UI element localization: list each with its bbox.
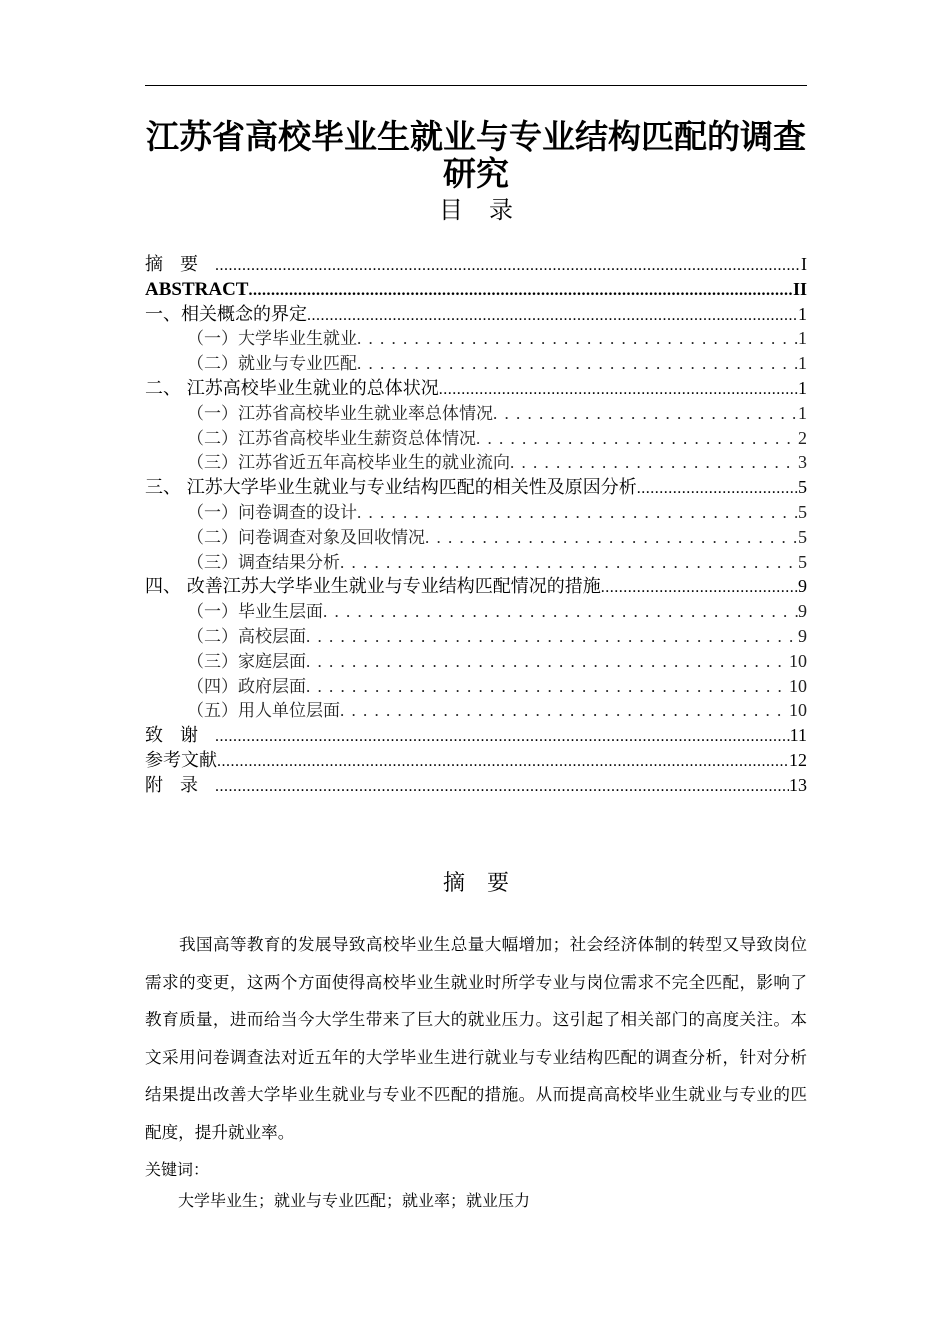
toc-subentry[interactable] bbox=[145, 525, 807, 550]
toc-page-number: 9 bbox=[798, 576, 807, 597]
abstract-body: 我国高等教育的发展导致高校毕业生总量大幅增加；社会经济体制的转型又导致岗位需求的变更，这两个方面使得高校毕业生就业时所学专业与岗位需求不完全匹配，影响了教育质量，进而给当今大学生带来了巨大的就业压力。这引起了相关部门的高度关注。本文采用问卷调查法对近五年的大学毕业生进行就业与专业结构匹配的调查分析，针对分析结果提出改善大学毕业生就业与专业不匹配的措施。从而提高高校毕业生就业与专业的匹配度，提升就业率。 bbox=[145, 935, 807, 1142]
toc-page-number: 5 bbox=[798, 501, 807, 522]
toc-entry-label: 附录 bbox=[145, 774, 215, 796]
toc-subentry[interactable] bbox=[145, 550, 807, 575]
toc-subentry[interactable] bbox=[145, 326, 807, 351]
toc-page-number: 1 bbox=[798, 303, 807, 324]
toc-entry[interactable] bbox=[145, 302, 807, 327]
toc-entry-label: 参考文献 bbox=[145, 749, 217, 771]
toc-entry-label: 一、相关概念的界定 bbox=[145, 303, 307, 325]
toc-leader-dots bbox=[217, 749, 789, 773]
toc-page-number: 5 bbox=[798, 526, 807, 547]
abstract-heading: 摘要 bbox=[442, 871, 531, 896]
toc-subentry[interactable] bbox=[145, 624, 807, 649]
toc-leader-dots bbox=[248, 278, 793, 302]
toc-page-number: 10 bbox=[789, 650, 807, 671]
toc-entry-label: （一）毕业生层面 bbox=[187, 602, 323, 623]
toc-heading: 目录 bbox=[439, 196, 539, 224]
keywords-text: 大学毕业生；就业与专业匹配；就业率；就业压力 bbox=[178, 1191, 531, 1210]
toc-entry-label: （一）江苏省高校毕业生就业率总体情况 bbox=[187, 403, 493, 424]
toc-leader-dots bbox=[476, 427, 798, 451]
toc-subentry[interactable] bbox=[145, 401, 807, 426]
toc-subentry[interactable] bbox=[145, 426, 807, 451]
toc-leader-dots bbox=[425, 526, 798, 550]
toc-entry-label: （一）问卷调查的设计 bbox=[187, 502, 357, 523]
toc-leader-dots bbox=[306, 625, 798, 649]
toc-entry-label: （三）江苏省近五年高校毕业生的就业流向 bbox=[187, 453, 510, 474]
toc-entry-label: 二、 江苏高校毕业生就业的总体状况 bbox=[145, 377, 439, 399]
toc-subentry[interactable] bbox=[145, 351, 807, 376]
toc-leader-dots bbox=[340, 699, 789, 723]
toc-leader-dots bbox=[439, 377, 798, 401]
document-title: 江苏省高校毕业生就业与专业结构匹配的调查研究 bbox=[146, 117, 806, 193]
toc-leader-dots bbox=[215, 774, 789, 798]
toc-page-number: 5 bbox=[798, 477, 807, 498]
toc-entry-label: 三、 江苏大学毕业生就业与专业结构匹配的相关性及原因分析 bbox=[145, 477, 637, 499]
toc-subentry[interactable] bbox=[145, 674, 807, 699]
header-rule bbox=[145, 85, 807, 86]
toc-subentry[interactable] bbox=[145, 649, 807, 674]
toc-leader-dots bbox=[215, 724, 790, 748]
toc-page-number: 10 bbox=[789, 700, 807, 721]
toc-entry-label: ABSTRACT bbox=[145, 278, 249, 300]
toc-page-number: 12 bbox=[789, 749, 807, 770]
toc-leader-dots bbox=[306, 650, 789, 674]
toc-entry-label: （二）高校层面 bbox=[187, 626, 306, 647]
toc-entry[interactable] bbox=[145, 574, 807, 599]
toc-entry-label: （五）用人单位层面 bbox=[187, 701, 340, 722]
toc-leader-dots bbox=[215, 253, 801, 277]
toc-page-number: 9 bbox=[798, 601, 807, 622]
toc-entry-label: （一）大学毕业生就业 bbox=[187, 329, 357, 350]
toc-entry[interactable] bbox=[145, 475, 807, 500]
toc-entry-label: （三）家庭层面 bbox=[187, 651, 306, 672]
toc-leader-dots bbox=[601, 575, 798, 599]
toc-entry[interactable] bbox=[145, 748, 807, 773]
toc-leader-dots bbox=[493, 402, 798, 426]
toc-page-number: 11 bbox=[789, 725, 807, 746]
toc-entry[interactable] bbox=[145, 376, 807, 401]
toc-subentry[interactable] bbox=[145, 599, 807, 624]
toc-entry-label: （二）问卷调查对象及回收情况 bbox=[187, 527, 425, 548]
toc-leader-dots bbox=[323, 600, 798, 624]
toc-subentry[interactable] bbox=[145, 500, 807, 525]
toc-leader-dots bbox=[357, 501, 798, 525]
toc-entry-label: （二）江苏省高校毕业生薪资总体情况 bbox=[187, 428, 476, 449]
toc-leader-dots bbox=[340, 551, 798, 575]
toc-page-number: 1 bbox=[798, 402, 807, 423]
table-of-contents bbox=[145, 252, 807, 798]
toc-page-number: 10 bbox=[789, 675, 807, 696]
toc-page-number: 1 bbox=[798, 328, 807, 349]
toc-page-number: 3 bbox=[798, 452, 807, 473]
toc-page-number: 2 bbox=[798, 427, 807, 448]
toc-entry-label: （四）政府层面 bbox=[187, 676, 306, 697]
toc-leader-dots bbox=[357, 352, 798, 376]
toc-entry-label: 四、 改善江苏大学毕业生就业与专业结构匹配情况的措施 bbox=[145, 576, 601, 598]
toc-page-number: 5 bbox=[798, 551, 807, 572]
toc-leader-dots bbox=[307, 303, 798, 327]
toc-leader-dots bbox=[357, 327, 798, 351]
toc-page-number: 13 bbox=[789, 774, 807, 795]
toc-page-number: I bbox=[801, 254, 807, 274]
toc-page-number: 1 bbox=[798, 353, 807, 374]
toc-entry-label: （二）就业与专业匹配 bbox=[187, 354, 357, 375]
toc-entry-label: （三）调查结果分析 bbox=[187, 552, 340, 573]
toc-leader-dots bbox=[510, 451, 798, 475]
toc-page-number: 9 bbox=[798, 625, 807, 646]
toc-page-number: 1 bbox=[798, 377, 807, 398]
toc-entry-label: 摘要 bbox=[145, 254, 215, 275]
toc-leader-dots bbox=[637, 476, 798, 500]
toc-subentry[interactable] bbox=[145, 698, 807, 723]
toc-page-number: II bbox=[792, 278, 807, 299]
toc-leader-dots bbox=[306, 675, 789, 699]
toc-entry[interactable] bbox=[145, 773, 807, 798]
toc-entry[interactable] bbox=[145, 723, 807, 748]
toc-entry[interactable] bbox=[145, 277, 807, 302]
toc-subentry[interactable] bbox=[145, 450, 807, 475]
toc-entry-label: 致谢 bbox=[145, 725, 215, 747]
toc-entry[interactable] bbox=[145, 252, 807, 277]
keywords-label: 关键词： bbox=[145, 1160, 210, 1179]
